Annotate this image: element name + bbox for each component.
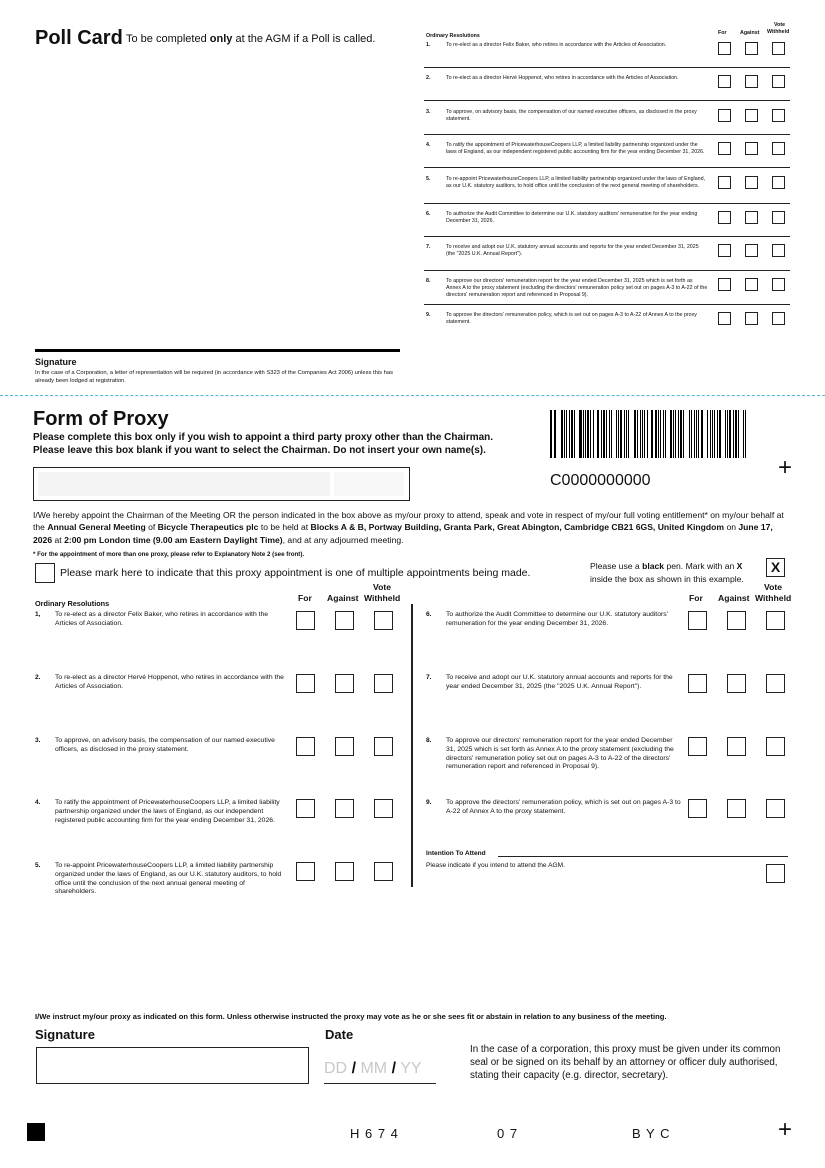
footer-code-1: H 6 7 4 bbox=[350, 1126, 399, 1141]
proxy-withheld-checkbox[interactable] bbox=[766, 674, 785, 693]
appoint-venue: Blocks A & B, Portway Building, Granta Park, Great Abington, Cambridge CB21 6GS, United Kingdom bbox=[310, 522, 725, 533]
barcode-bar bbox=[579, 410, 581, 458]
barcode-bar bbox=[640, 410, 641, 458]
proxy-against-checkbox[interactable] bbox=[335, 737, 354, 756]
proxy-for-checkbox[interactable] bbox=[296, 862, 315, 881]
poll-withheld-checkbox[interactable] bbox=[772, 42, 785, 55]
barcode-bar bbox=[733, 410, 734, 458]
barcode-bar bbox=[745, 410, 746, 458]
barcode-bar bbox=[725, 410, 726, 458]
footer-black-square bbox=[27, 1123, 45, 1141]
proxy-header-resolutions: Ordinary Resolutions bbox=[35, 599, 110, 608]
proxy-resolution-number: 3. bbox=[35, 737, 41, 744]
proxy-name-input-shade bbox=[38, 472, 330, 496]
pen-note-pre: Please use a bbox=[590, 561, 643, 571]
barcode-bar bbox=[735, 410, 737, 458]
poll-header-vote: Vote bbox=[774, 22, 786, 28]
poll-header-resolutions: Ordinary Resolutions bbox=[426, 33, 480, 39]
appoint-company: Bicycle Therapeutics plc bbox=[157, 522, 259, 533]
poll-against-checkbox[interactable] bbox=[745, 142, 758, 155]
proxy-header-vote-right: Vote bbox=[764, 582, 782, 592]
multiple-appointments-checkbox[interactable] bbox=[35, 563, 55, 583]
appoint-p4: on bbox=[724, 522, 739, 533]
proxy-against-checkbox[interactable] bbox=[727, 674, 746, 693]
poll-row-divider bbox=[424, 134, 790, 135]
poll-against-checkbox[interactable] bbox=[745, 278, 758, 291]
proxy-withheld-checkbox[interactable] bbox=[374, 674, 393, 693]
barcode-bar bbox=[606, 410, 607, 458]
barcode-bar bbox=[691, 410, 692, 458]
barcode-bar bbox=[566, 410, 567, 458]
poll-header-against: Against bbox=[740, 30, 760, 36]
barcode-bar bbox=[574, 410, 576, 458]
barcode-bar bbox=[686, 410, 688, 458]
poll-for-checkbox[interactable] bbox=[718, 75, 731, 88]
poll-for-checkbox[interactable] bbox=[718, 211, 731, 224]
poll-resolution-number: 4. bbox=[426, 142, 431, 148]
appoint-p6: , and at any adjourned meeting. bbox=[282, 534, 404, 545]
multiple-note: * For the appointment of more than one proxy, please refer to Explanatory Note 2 (see front). bbox=[33, 551, 305, 558]
proxy-resolution-number: 8. bbox=[426, 737, 432, 744]
barcode-bar bbox=[670, 410, 672, 458]
proxy-resolution-number: 9. bbox=[426, 799, 432, 806]
barcode-bar bbox=[597, 410, 599, 458]
poll-against-checkbox[interactable] bbox=[745, 176, 758, 189]
barcode-bar bbox=[743, 410, 745, 458]
poll-header-for: For bbox=[718, 30, 727, 36]
appoint-p5: at bbox=[52, 534, 65, 545]
proxy-resolution-text: To approve, on advisory basis, the compensation of our named executive officers, as disclosed in the proxy statement. bbox=[55, 737, 275, 753]
appoint-meeting: Annual General Meeting bbox=[47, 522, 146, 533]
barcode-bar bbox=[593, 410, 594, 458]
proxy-resolution-number: 4. bbox=[35, 799, 41, 806]
poll-for-checkbox[interactable] bbox=[718, 142, 731, 155]
appoint-p1: I/We hereby appoint the Chairman of the Meeting OR the person indicated in the box above as my/our proxy to attend, speak and vote in respect of my/our full voting entitlement* on my/our behalf at the bbox=[33, 510, 784, 533]
barcode-bar bbox=[717, 410, 718, 458]
barcode-bar bbox=[696, 410, 697, 458]
poll-resolution-text: To ratify the appointment of PricewaterhouseCoopers LLP, a limited liability partnership organized under the laws of England, as our independent registered public accounting firm for the year ending December 31, 2026. bbox=[446, 142, 705, 155]
proxy-withheld-checkbox[interactable] bbox=[374, 611, 393, 630]
proxy-for-checkbox[interactable] bbox=[688, 737, 707, 756]
barcode-bar bbox=[741, 410, 742, 458]
barcode-bar bbox=[675, 410, 676, 458]
poll-row-divider bbox=[424, 67, 790, 68]
proxy-header-for-right: For bbox=[689, 593, 703, 603]
proxy-resolution-text: To re-elect as a director Hervé Hoppenot, who retires in accordance with the Articles of Association. bbox=[55, 674, 284, 690]
poll-withheld-checkbox[interactable] bbox=[772, 142, 785, 155]
proxy-resolution-text: To approve the directors' remuneration policy, which is set out on pages A-3 to A-22 of Annex A to the proxy statement. bbox=[446, 799, 681, 815]
poll-card-subtitle-pre: To be completed bbox=[126, 33, 210, 45]
multiple-appointments-label: Please mark here to indicate that this proxy appointment is one of multiple appointments being made. bbox=[60, 567, 531, 579]
poll-row-divider bbox=[424, 304, 790, 305]
barcode-bar bbox=[626, 410, 627, 458]
barcode-bar bbox=[701, 410, 703, 458]
appoint-p3: to be held at bbox=[258, 522, 311, 533]
poll-withheld-checkbox[interactable] bbox=[772, 211, 785, 224]
barcode-bar bbox=[689, 410, 690, 458]
proxy-header-withheld-right: Withheld bbox=[755, 593, 792, 603]
barcode-bar bbox=[561, 410, 563, 458]
poll-resolution-number: 8. bbox=[426, 278, 431, 284]
date-label: Date bbox=[325, 1027, 354, 1042]
date-dd: DD bbox=[324, 1060, 348, 1077]
proxy-for-checkbox[interactable] bbox=[296, 611, 315, 630]
barcode-bar bbox=[557, 410, 559, 458]
intention-text: Please indicate if you intend to attend the AGM. bbox=[426, 862, 565, 869]
signature-label: Signature bbox=[35, 1027, 95, 1042]
proxy-name-input[interactable] bbox=[33, 467, 410, 501]
proxy-for-checkbox[interactable] bbox=[296, 737, 315, 756]
proxy-title: Form of Proxy bbox=[33, 408, 169, 430]
barcode-bar bbox=[704, 410, 706, 458]
proxy-resolution-text: To authorize the Audit Committee to determine our U.K. statutory auditors' remuneration for the year ending December 31, 2026. bbox=[446, 611, 668, 627]
barcode-bar bbox=[727, 410, 728, 458]
date-sep-2: / bbox=[391, 1060, 397, 1077]
barcode-bar bbox=[637, 410, 638, 458]
poll-withheld-checkbox[interactable] bbox=[772, 244, 785, 257]
barcode-bar bbox=[550, 410, 552, 458]
barcode-bar bbox=[609, 410, 610, 458]
barcode-bar bbox=[590, 410, 591, 458]
footer-code-2: 0 7 bbox=[497, 1126, 519, 1141]
proxy-resolution-number: 2. bbox=[35, 674, 41, 681]
barcode-bar bbox=[631, 410, 633, 458]
proxy-resolution-number: 1, bbox=[35, 611, 41, 618]
poll-card-subtitle bbox=[126, 33, 375, 45]
poll-row-divider bbox=[424, 270, 790, 271]
barcode-bar bbox=[616, 410, 617, 458]
proxy-against-checkbox[interactable] bbox=[727, 799, 746, 818]
proxy-instruction-2: Please leave this box blank if you want to select the Chairman. Do not insert your own name(s). bbox=[33, 445, 486, 456]
proxy-against-checkbox[interactable] bbox=[335, 611, 354, 630]
poll-against-checkbox[interactable] bbox=[745, 75, 758, 88]
proxy-resolution-text: To ratify the appointment of PricewaterhouseCoopers LLP, a limited liability partnership organized under the laws of England, as our independent registered public accounting firm for the year ending December 31, 2026. bbox=[55, 799, 280, 824]
barcode-bar bbox=[613, 410, 614, 458]
barcode bbox=[550, 410, 748, 458]
poll-row-divider bbox=[424, 100, 790, 101]
barcode-bar bbox=[651, 410, 653, 458]
proxy-instruction-1: Please complete this box only if you wish to appoint a third party proxy other than the Chairman. bbox=[33, 432, 494, 443]
poll-resolution-text: To receive and adopt our U.K. statutory annual accounts and reports for the year ended December 31, 2025 (the "2025 U.K. Annual Report"). bbox=[446, 244, 699, 257]
proxy-resolution-text: To approve our directors' remuneration report for the year ended December 31, 2025 which is set forth as Annex A to the proxy statement (excluding the directors' remuneration policy set out on pages A-3 to A-22 of the directors' remuneration report and referenced in Proposal 9). bbox=[446, 737, 674, 771]
barcode-bar bbox=[678, 410, 679, 458]
poll-row-divider bbox=[424, 167, 790, 168]
barcode-bar bbox=[658, 410, 659, 458]
poll-for-checkbox[interactable] bbox=[718, 312, 731, 325]
barcode-bar bbox=[583, 410, 584, 458]
poll-withheld-checkbox[interactable] bbox=[772, 278, 785, 291]
barcode-bar bbox=[719, 410, 721, 458]
poll-signature-note: In the case of a Corporation, a letter of representation will be required (in accordance with S323 of the Companies Act 2006) unless this has already been lodged at registration. bbox=[35, 370, 394, 384]
proxy-withheld-checkbox[interactable] bbox=[766, 611, 785, 630]
poll-resolution-text: To approve our directors' remuneration report for the year ended December 31, 2025 which is set forth as Annex A to the proxy statement (excluding the directors' remuneration policy set out on pages A-3 to A-22 of the directors' remuneration report and referenced in Proposal 9). bbox=[446, 278, 708, 298]
barcode-bar bbox=[601, 410, 602, 458]
poll-resolution-text: To re-appoint PricewaterhouseCoopers LLP, a limited liability partnership organized under the laws of England, as our U.K. statutory auditors, to hold office until the conclusion of the next general meeting of shareholders. bbox=[446, 176, 706, 189]
poll-for-checkbox[interactable] bbox=[718, 278, 731, 291]
barcode-bar bbox=[620, 410, 622, 458]
poll-card-title: Poll Card bbox=[35, 27, 123, 49]
barcode-bar bbox=[680, 410, 682, 458]
instruct-text: I/We instruct my/our proxy as indicated on this form. Unless otherwise instructed the proxy may vote as he or she sees fit or abstain in relation to any business of the meeting. bbox=[35, 1012, 667, 1021]
appoint-time: 2:00 pm London time (9.00 am Eastern Daylight Time) bbox=[64, 534, 283, 545]
barcode-bar bbox=[660, 410, 661, 458]
poll-withheld-checkbox[interactable] bbox=[772, 109, 785, 122]
proxy-withheld-checkbox[interactable] bbox=[374, 862, 393, 881]
date-yy: YY bbox=[400, 1060, 422, 1077]
proxy-for-checkbox[interactable] bbox=[688, 611, 707, 630]
proxy-withheld-checkbox[interactable] bbox=[374, 737, 393, 756]
proxy-header-vote-left: Vote bbox=[373, 582, 391, 592]
poll-card-subtitle-bold: only bbox=[209, 33, 233, 45]
proxy-against-checkbox[interactable] bbox=[727, 737, 746, 756]
pen-note-2: inside the box as shown in this example. bbox=[590, 574, 744, 584]
poll-row-divider bbox=[424, 203, 790, 204]
poll-against-checkbox[interactable] bbox=[745, 42, 758, 55]
barcode-bar bbox=[585, 410, 586, 458]
barcode-bar bbox=[647, 410, 648, 458]
barcode-bar bbox=[587, 410, 589, 458]
barcode-bar bbox=[554, 410, 555, 458]
column-divider bbox=[411, 604, 413, 887]
proxy-header-against-left: Against bbox=[327, 593, 359, 603]
poll-against-checkbox[interactable] bbox=[745, 312, 758, 325]
barcode-bar bbox=[698, 410, 699, 458]
poll-resolution-number: 9. bbox=[426, 312, 431, 318]
poll-resolution-number: 7. bbox=[426, 244, 431, 250]
barcode-bar bbox=[663, 410, 665, 458]
barcode-bar bbox=[683, 410, 684, 458]
intention-checkbox[interactable] bbox=[766, 864, 785, 883]
intention-line bbox=[498, 856, 788, 857]
pen-note-1 bbox=[590, 561, 742, 571]
poll-signature-label: Signature bbox=[35, 357, 77, 367]
barcode-bar bbox=[624, 410, 626, 458]
proxy-resolution-number: 7. bbox=[426, 674, 432, 681]
signature-box[interactable] bbox=[36, 1047, 309, 1084]
poll-resolution-text: To re-elect as a director Hervé Hoppenot, who retires in accordance with the Articles of Association. bbox=[446, 75, 679, 81]
poll-withheld-checkbox[interactable] bbox=[772, 176, 785, 189]
crosshair-mark-top: + bbox=[778, 454, 793, 481]
appointment-text bbox=[33, 509, 793, 546]
proxy-against-checkbox[interactable] bbox=[727, 611, 746, 630]
barcode-bar bbox=[738, 410, 739, 458]
proxy-resolution-text: To re-elect as a director Felix Baker, who retires in accordance with the Articles of Association. bbox=[55, 611, 269, 627]
barcode-bar bbox=[667, 410, 668, 458]
barcode-bar bbox=[555, 410, 556, 458]
proxy-resolution-text: To re-appoint PricewaterhouseCoopers LLP, a limited liability partnership organized under the laws of England, as our U.K. statutory auditors, to hold office until the conclusion of the next annual general meeting of shareholders. bbox=[55, 862, 282, 896]
proxy-withheld-checkbox[interactable] bbox=[766, 737, 785, 756]
proxy-resolution-text: To receive and adopt our U.K. statutory annual accounts and reports for the year ended December 31, 2025 (the "2025 U.K. Annual Report"). bbox=[446, 674, 673, 690]
proxy-against-checkbox[interactable] bbox=[335, 799, 354, 818]
proxy-for-checkbox[interactable] bbox=[688, 674, 707, 693]
pen-note-bold: black bbox=[642, 561, 665, 571]
barcode-bar bbox=[714, 410, 715, 458]
pen-note-x: X bbox=[736, 561, 743, 571]
proxy-name-input-shade-2 bbox=[334, 472, 404, 496]
poll-resolution-number: 1. bbox=[426, 42, 431, 48]
barcode-bar bbox=[694, 410, 696, 458]
barcode-bar bbox=[569, 410, 570, 458]
barcode-bar bbox=[634, 410, 636, 458]
poll-signature-line bbox=[35, 349, 400, 352]
barcode-bar bbox=[642, 410, 643, 458]
barcode-bar bbox=[710, 410, 711, 458]
barcode-bar bbox=[729, 410, 731, 458]
poll-for-checkbox[interactable] bbox=[718, 244, 731, 257]
barcode-bar bbox=[649, 410, 650, 458]
proxy-header-against-right: Against bbox=[718, 593, 750, 603]
date-mm: MM bbox=[360, 1060, 388, 1077]
barcode-bar bbox=[595, 410, 597, 458]
barcode-bar bbox=[611, 410, 613, 458]
proxy-against-checkbox[interactable] bbox=[335, 862, 354, 881]
barcode-bar bbox=[618, 410, 619, 458]
poll-for-checkbox[interactable] bbox=[718, 42, 731, 55]
pen-note-mid: pen. Mark with an bbox=[664, 561, 737, 571]
barcode-bar bbox=[603, 410, 605, 458]
barcode-bar bbox=[712, 410, 714, 458]
barcode-number: C0000000000 bbox=[550, 472, 651, 489]
barcode-bar bbox=[655, 410, 657, 458]
poll-resolution-number: 2. bbox=[426, 75, 431, 81]
crosshair-mark-bottom: + bbox=[778, 1116, 793, 1143]
barcode-bar bbox=[707, 410, 708, 458]
barcode-bar bbox=[564, 410, 565, 458]
corporation-note: In the case of a corporation, this proxy must be given under its common seal or be signed on its behalf by an attorney or officer duly authorised, stating their capacity (e.g. director, secretary). bbox=[470, 1044, 781, 1082]
barcode-bar bbox=[673, 410, 675, 458]
poll-header-withheld: Withheld bbox=[767, 29, 790, 35]
appoint-date: June 17, 2026 bbox=[33, 522, 773, 545]
example-mark-box: X bbox=[766, 558, 785, 577]
poll-withheld-checkbox[interactable] bbox=[772, 312, 785, 325]
poll-card-subtitle-post: at the AGM if a Poll is called. bbox=[232, 33, 376, 45]
proxy-withheld-checkbox[interactable] bbox=[374, 799, 393, 818]
poll-against-checkbox[interactable] bbox=[745, 244, 758, 257]
footer-code-3: B Y C bbox=[632, 1126, 671, 1141]
barcode-bar bbox=[628, 410, 629, 458]
intention-title: Intention To Attend bbox=[426, 850, 486, 857]
proxy-header-withheld-left: Withheld bbox=[364, 593, 401, 603]
cut-line bbox=[0, 395, 825, 396]
poll-withheld-checkbox[interactable] bbox=[772, 75, 785, 88]
proxy-resolution-number: 5. bbox=[35, 862, 41, 869]
barcode-bar bbox=[577, 410, 578, 458]
proxy-withheld-checkbox[interactable] bbox=[766, 799, 785, 818]
barcode-bar bbox=[665, 410, 666, 458]
poll-against-checkbox[interactable] bbox=[745, 109, 758, 122]
poll-resolution-text: To approve, on advisory basis, the compensation of our named executive officers, as disclosed in the proxy statement. bbox=[446, 109, 697, 122]
barcode-bar bbox=[722, 410, 724, 458]
poll-resolution-text: To authorize the Audit Committee to determine our U.K. statutory auditors' remuneration for the year ending December 31, 2026. bbox=[446, 211, 698, 224]
poll-resolution-number: 6. bbox=[426, 211, 431, 217]
proxy-resolution-number: 6. bbox=[426, 611, 432, 618]
poll-against-checkbox[interactable] bbox=[745, 211, 758, 224]
poll-resolution-text: To re-elect as a director Felix Baker, who retires in accordance with the Articles of Association. bbox=[446, 42, 667, 48]
barcode-bar bbox=[571, 410, 573, 458]
barcode-bar bbox=[644, 410, 646, 458]
poll-resolution-number: 3. bbox=[426, 109, 431, 115]
poll-resolution-text: To approve the directors' remuneration policy, which is set out on pages A-3 to A-22 of Annex A to the proxy statement. bbox=[446, 312, 697, 325]
poll-for-checkbox[interactable] bbox=[718, 109, 731, 122]
date-field[interactable] bbox=[324, 1060, 436, 1084]
poll-for-checkbox[interactable] bbox=[718, 176, 731, 189]
proxy-header-for-left: For bbox=[298, 593, 312, 603]
date-sep-1: / bbox=[351, 1060, 357, 1077]
proxy-for-checkbox[interactable] bbox=[688, 799, 707, 818]
proxy-for-checkbox[interactable] bbox=[296, 799, 315, 818]
proxy-for-checkbox[interactable] bbox=[296, 674, 315, 693]
appoint-p2: of bbox=[145, 522, 158, 533]
poll-row-divider bbox=[424, 236, 790, 237]
poll-resolution-number: 5. bbox=[426, 176, 431, 182]
proxy-against-checkbox[interactable] bbox=[335, 674, 354, 693]
